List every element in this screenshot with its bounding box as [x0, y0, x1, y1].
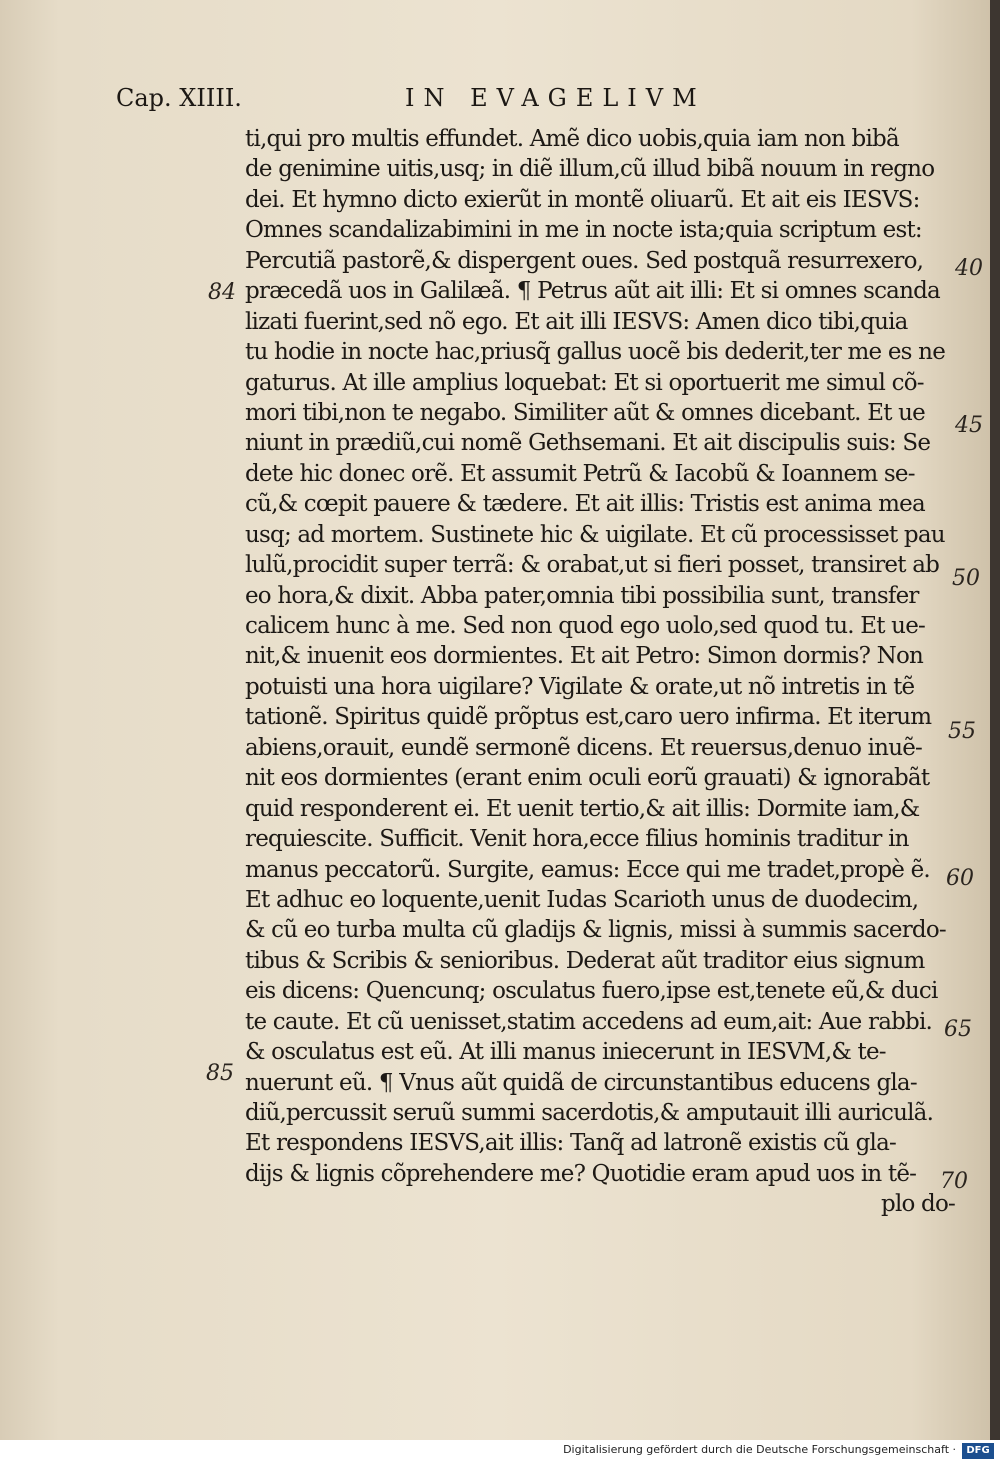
text-line: eis dicens: Quencunq; osculatus fuero,ipse est,tenete eũ,& duci [245, 978, 938, 1005]
text-line: & cũ eo turba multa cũ gladijs & lignis, missi à summis sacerdo- [245, 917, 946, 944]
text-line: & osculatus est eũ. At illi manus iniecerunt in IESVM,& te- [245, 1039, 886, 1066]
text-line: lulũ,procidit super terrã: & orabat,ut si fieri posset, transiret ab [245, 552, 940, 579]
body-text [245, 124, 965, 1220]
margin-number: 84 [208, 280, 236, 305]
text-line: nit eos dormientes (erant enim oculi eorũ grauati) & ignorabãt [245, 765, 930, 792]
margin-number: 85 [206, 1061, 234, 1086]
text-line: diũ,percussit seruũ summi sacerdotis,& amputauit illi auriculã. [245, 1100, 934, 1126]
margin-number: 60 [946, 866, 974, 891]
text-line: gaturus. At ille amplius loquebat: Et si oportuerit me simul cõ- [245, 369, 924, 396]
text-line: abiens,orauit, eundẽ sermonẽ dicens. Et reuersus,denuo inuẽ- [245, 734, 922, 761]
text-line: de genimine uitis,usq; in diẽ illum,cũ illud bibã nouum in regno [245, 156, 935, 183]
text-line: eo hora,& dixit. Abba pater,omnia tibi possibilia sunt, transfer [245, 582, 919, 609]
text-line: potuisti una hora uigilare? Vigilate & orate,ut nõ intretis in tẽ [245, 673, 915, 700]
text-line: nit,& inuenit eos dormientes. Et ait Petro: Simon dormis? Non [245, 643, 924, 670]
margin-number: 55 [948, 719, 976, 744]
dfg-logo-icon: DFG [962, 1443, 994, 1459]
text-line: calicem hunc à me. Sed non quod ego uolo,sed quod tu. Et ue- [245, 613, 925, 639]
text-line: tationẽ. Spiritus quidẽ prõptus est,caro uero infirma. Et iterum [245, 704, 932, 731]
margin-number: 70 [940, 1169, 968, 1194]
text-line: quid responderent ei. Et uenit tertio,& ait illis: Dormite iam,& [245, 795, 920, 822]
text-line: Percutiã pastorẽ,& dispergent oues. Sed postquã resurrexero, [245, 247, 924, 274]
text-line: dete hic donec orẽ. Et assumit Petrũ & Iacobũ & Ioannem se- [245, 460, 915, 487]
margin-number: 50 [952, 566, 980, 591]
text-line: usq; ad mortem. Sustinete hic & uigilate. Et cũ processisset pau [245, 521, 945, 548]
text-line: manus peccatorũ. Surgite, eamus: Ecce qui me tradet,propè ẽ. [245, 856, 930, 883]
text-line: Et respondens IESVS,ait illis: Tanq̃ ad latronẽ existis cũ gla- [245, 1130, 896, 1157]
text-line: requiescite. Sufficit. Venit hora,ecce filius hominis traditur in [245, 826, 909, 853]
running-head-title: IN EVAGELIVM [405, 84, 706, 112]
text-line: mori tibi,non te negabo. Similiter aũt & omnes dicebant. Et ue [245, 399, 925, 426]
text-line: Et adhuc eo loquente,uenit Iudas Scarioth unus de duodecim, [245, 886, 919, 913]
funding-note: Digitalisierung gefördert durch die Deutsche Forschungsgemeinschaft · [563, 1443, 956, 1456]
text-line: tu hodie in nocte hac,priusq̃ gallus uocẽ bis dederit,ter me es ne [245, 339, 946, 366]
footer-bar [0, 1440, 1000, 1462]
text-line: tibus & Scribis & senioribus. Dederat aũt traditor eius signum [245, 947, 925, 974]
margin-number: 65 [944, 1017, 972, 1042]
text-line: nuerunt eũ. ¶ Vnus aũt quidã de circunstantibus educens gla- [245, 1069, 917, 1096]
margin-number: 45 [955, 413, 983, 438]
page-edge [990, 0, 1000, 1440]
text-line: niunt in prædiũ,cui nomẽ Gethsemani. Et ait discipulis suis: Se [245, 430, 931, 457]
text-line: dei. Et hymno dicto exierũt in montẽ oliuarũ. Et ait eis IESVS: [245, 186, 920, 213]
margin-number: 40 [955, 256, 983, 281]
text-line: dijs & lignis cõprehendere me? Quotidie eram apud uos in tẽ- [245, 1160, 917, 1187]
text-line: Omnes scandalizabimini in me in nocte ista;quia scriptum est: [245, 217, 922, 244]
text-line: cũ,& cœpit pauere & tædere. Et ait illis: Tristis est anima mea [245, 491, 925, 518]
text-line: plo do- [881, 1191, 955, 1218]
text-line: te caute. Et cũ uenisset,statim accedens ad eum,ait: Aue rabbi. [245, 1008, 933, 1035]
text-line: ti,qui pro multis effundet. Amẽ dico uobis,quia iam non bibã [245, 126, 899, 152]
text-line: lizati fuerint,sed nõ ego. Et ait illi IESVS: Amen dico tibi,quia [245, 308, 908, 335]
text-line: præcedã uos in Galilæã. ¶ Petrus aũt ait illi: Et si omnes scanda [245, 278, 940, 305]
running-head-chapter: Cap. XIIII. [116, 84, 242, 112]
